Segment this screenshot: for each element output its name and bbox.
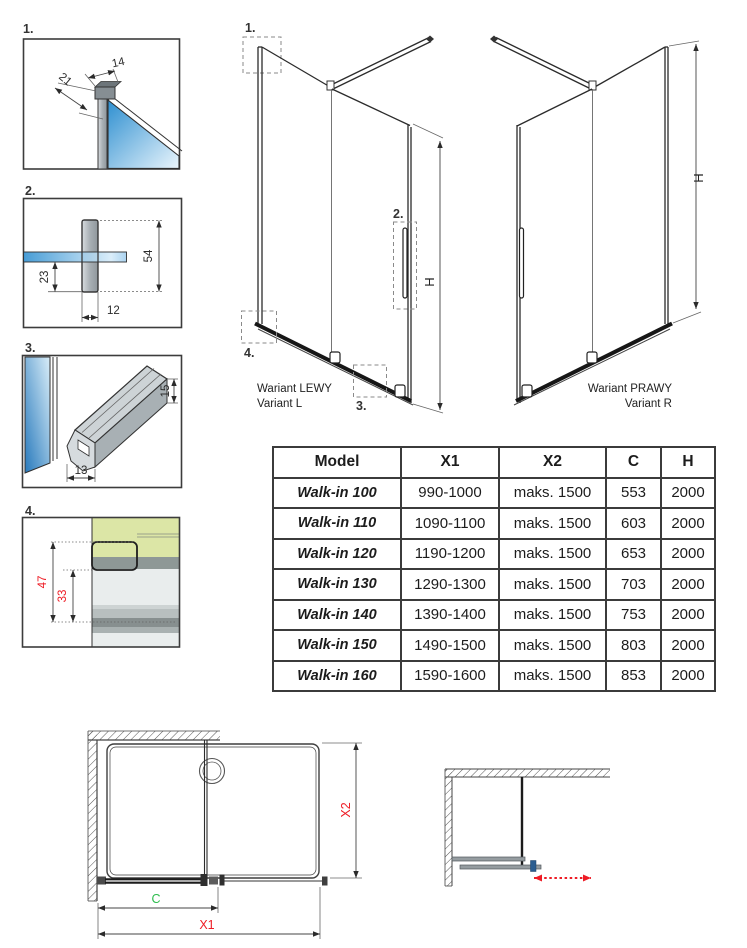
wall-profile-bar	[98, 92, 107, 169]
dim-x2-label: X2	[339, 802, 353, 818]
plan-view-drawing	[55, 722, 375, 948]
sliding-rail	[460, 865, 541, 869]
dim-c-label: C	[151, 892, 161, 906]
table-row: Walk-in 140 1390-1400 maks. 1500 753 2000	[273, 600, 715, 631]
roller	[587, 352, 597, 363]
col-header-model: Model	[273, 447, 401, 478]
support-bar-endcap	[426, 36, 434, 43]
detail-4-threshold-section	[15, 503, 185, 653]
profile-cap	[95, 87, 115, 99]
roller	[395, 385, 405, 397]
detail-1-wall-profile	[15, 20, 185, 175]
dim-15: 15	[160, 384, 172, 398]
side-view-drawing	[430, 755, 620, 895]
table-row: Walk-in 160 1590-1600 maks. 1500 853 2000	[273, 661, 715, 692]
dim-13: 13	[74, 465, 88, 477]
table-row: Walk-in 120 1190-1200 maks. 1500 653 2000	[273, 539, 715, 570]
variant-right-diagram	[480, 20, 725, 420]
support-bar-bracket	[327, 81, 334, 90]
dim-12: 12	[107, 305, 120, 317]
col-header-h: H	[661, 447, 715, 478]
variant-left-caption-en: Variant L	[257, 398, 303, 410]
support-bar	[496, 38, 593, 86]
door-handle	[520, 228, 524, 298]
glass-panel	[108, 100, 179, 168]
dim-23: 23	[39, 270, 51, 284]
support-bar	[331, 38, 429, 86]
callout-1-label: 1.	[245, 21, 256, 35]
detail-2-handle-section	[15, 183, 185, 333]
spec-table	[272, 446, 716, 692]
variant-left-diagram	[235, 20, 450, 420]
dim-14: 14	[110, 55, 126, 71]
callout-4-label: 4.	[244, 346, 255, 360]
detail-1-label: 1.	[23, 22, 34, 36]
wall-hatch-left	[445, 769, 452, 886]
variant-left-caption-pl: Wariant LEWY	[257, 383, 332, 395]
roller	[522, 385, 532, 397]
glass-panel	[24, 252, 127, 262]
callout-2-label: 2.	[393, 207, 404, 221]
dim-x1-label: X1	[199, 918, 215, 932]
table-row: Walk-in 130 1290-1300 maks. 1500 703 2000	[273, 569, 715, 600]
variant-right-caption-pl: Wariant PRAWY	[587, 383, 672, 395]
table-row: Walk-in 150 1490-1500 maks. 1500 803 2000	[273, 630, 715, 661]
dim-54: 54	[143, 249, 155, 263]
table-row: Walk-in 110 1090-1100 maks. 1500 603 2000	[273, 508, 715, 539]
callout-3-label: 3.	[356, 399, 367, 413]
wall-bracket	[97, 877, 106, 885]
roller-block	[209, 877, 218, 885]
col-header-c: C	[606, 447, 661, 478]
table-header-row	[273, 447, 715, 478]
height-dim-label: H	[691, 173, 706, 183]
roller	[330, 352, 340, 363]
wall-hatch-left	[88, 731, 97, 901]
detail-3-guide-rail	[15, 340, 185, 492]
detail-3-label: 3.	[25, 341, 36, 355]
col-header-x2: X2	[499, 447, 606, 478]
variant-right-caption-en: Variant R	[624, 398, 672, 410]
detail-2-label: 2.	[25, 184, 36, 198]
col-header-x1: X1	[401, 447, 499, 478]
rail-endcap	[322, 877, 328, 886]
roller-block	[201, 874, 208, 886]
roller-block	[220, 875, 225, 886]
support-bar-endcap	[490, 36, 498, 43]
door-handle	[403, 228, 407, 298]
support-bar-bracket	[589, 81, 596, 90]
dim-33: 33	[57, 589, 69, 603]
dim-21: 21	[56, 70, 74, 89]
wall-hatch-top	[445, 769, 610, 777]
roller-clamp	[531, 861, 537, 872]
dim-47: 47	[37, 575, 49, 589]
glass-panel	[25, 357, 50, 473]
fixed-rail	[452, 857, 525, 861]
height-dim-label: H	[422, 277, 437, 287]
table-row: Walk-in 100 990-1000 maks. 1500 553 2000	[273, 478, 715, 509]
profile-cap-top	[95, 82, 121, 88]
wall-hatch-top	[88, 731, 220, 740]
detail-4-label: 4.	[25, 504, 36, 518]
detail-2-frame	[24, 199, 182, 328]
